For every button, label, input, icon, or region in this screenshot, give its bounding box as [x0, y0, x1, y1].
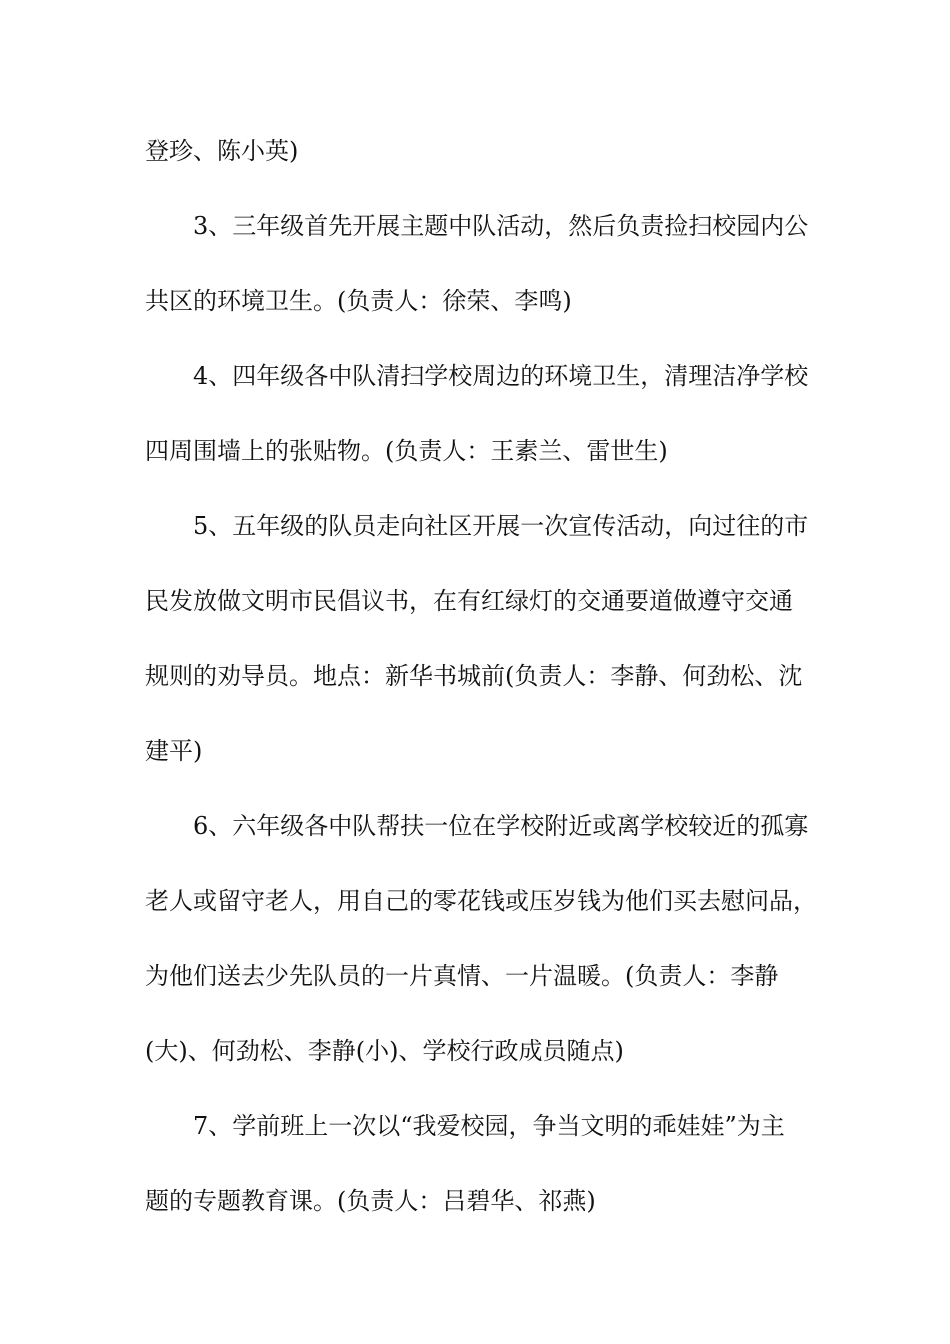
- text-line: 四周围墙上的张贴物。(负责人：王素兰、雷世生): [145, 437, 668, 465]
- text-line: (大)、何劲松、李静(小)、学校行政成员随点): [145, 1037, 624, 1065]
- text-line: 3、三年级首先开展主题中队活动，然后负责捡扫校园内公: [193, 212, 809, 240]
- text-line: 题的专题教育课。(负责人：吕碧华、祁燕): [145, 1187, 596, 1215]
- text-line: 老人或留守老人，用自己的零花钱或压岁钱为他们买去慰问品，: [145, 887, 817, 915]
- text-line: 建平): [145, 737, 203, 765]
- text-line: 6、六年级各中队帮扶一位在学校附近或离学校较近的孤寡: [193, 812, 809, 840]
- text-line: 4、四年级各中队清扫学校周边的环境卫生，清理洁净学校: [193, 362, 809, 390]
- text-line: 5、五年级的队员走向社区开展一次宣传活动，向过往的市: [193, 512, 809, 540]
- text-line: 登珍、陈小英): [145, 137, 299, 165]
- text-line: 为他们送去少先队员的一片真情、一片温暖。(负责人：李静: [145, 962, 779, 990]
- text-line: 7、学前班上一次以“我爱校园，争当文明的乖娃娃”为主: [193, 1112, 785, 1140]
- text-line: 民发放做文明市民倡议书，在有红绿灯的交通要道做遵守交通: [145, 587, 793, 615]
- text-line: 规则的劝导员。地点：新华书城前(负责人：李静、何劲松、沈: [145, 662, 803, 690]
- text-line: 共区的环境卫生。(负责人：徐荣、李鸣): [145, 287, 572, 315]
